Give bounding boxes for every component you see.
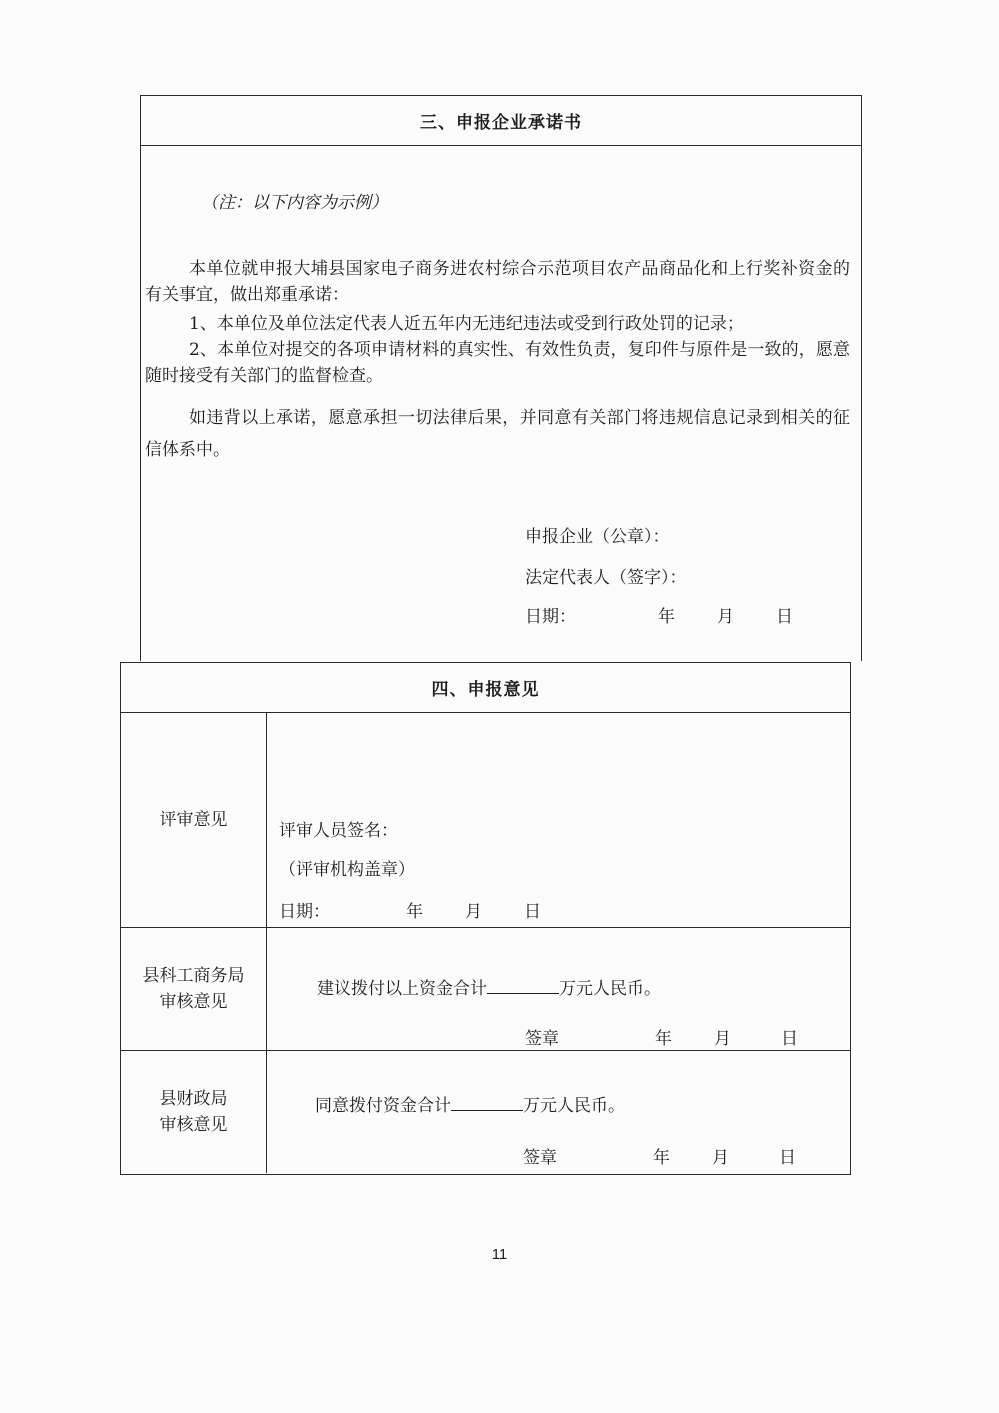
commitment-intro: 本单位就申报大埔县国家电子商务进农村综合示范项目农产品商品化和上行奖补资金的有关事宜，做出郑重承诺： (145, 259, 850, 305)
amount-text-before: 建议拨付以上资金合计 (317, 979, 487, 999)
reviewer-sign-line: 评审人员签名： (279, 821, 398, 841)
seal-label: 签章 (523, 1148, 557, 1168)
month-label: 月 (465, 902, 482, 922)
commitment-item-1: 1、本单位及单位法定代表人近五年内无违纪违法或受到行政处罚的记录； (189, 314, 744, 334)
review-label: 评审意见 (121, 713, 267, 927)
year-label: 年 (658, 607, 675, 627)
date-label: 日期： (279, 902, 330, 922)
commitment-consequence: 如违背以上承诺，愿意承担一切法律后果，并同意有关部门将违规信息记录到相关的征信体系中。 (145, 408, 850, 460)
day-label: 日 (524, 902, 541, 922)
commerce-label (121, 928, 267, 1050)
commitment-item-2: 2、本单位对提交的各项申请材料的真实性、有效性负责，复印件与原件是一致的，愿意随时接受有关部门的监督检查。 (145, 340, 850, 386)
month-label: 月 (712, 1148, 729, 1168)
company-seal-line: 申报企业（公章）： (525, 527, 670, 547)
commerce-label-line2: 审核意见 (159, 992, 228, 1012)
year-label: 年 (406, 902, 423, 922)
review-stamp-line: （评审机构盖章） (279, 860, 415, 880)
year-label: 年 (653, 1148, 670, 1168)
amount-text-before: 同意拨付资金合计 (315, 1096, 451, 1116)
opinion-section (120, 662, 851, 1175)
review-date-line (279, 897, 541, 922)
finance-label-line2: 审核意见 (159, 1115, 228, 1135)
month-label: 月 (717, 607, 734, 627)
page-number: 11 (491, 1246, 508, 1263)
finance-label (121, 1051, 267, 1173)
commitment-date-line (525, 602, 793, 627)
commitment-title: 三、申报企业承诺书 (141, 96, 861, 146)
amount-blank[interactable] (487, 977, 559, 994)
amount-text-after: 万元人民币。 (523, 1096, 625, 1116)
day-label: 日 (776, 607, 793, 627)
day-label: 日 (781, 1029, 798, 1049)
commerce-bureau-row (121, 928, 850, 1051)
finance-seal-line (523, 1143, 796, 1168)
day-label: 日 (779, 1148, 796, 1168)
amount-blank[interactable] (451, 1094, 523, 1111)
finance-amount-line (315, 1091, 625, 1116)
commerce-content (267, 928, 850, 1050)
seal-label: 签章 (525, 1029, 559, 1049)
review-content (267, 713, 850, 927)
representative-sign-line: 法定代表人（签字）： (525, 568, 687, 588)
commitment-section (140, 95, 862, 661)
year-label: 年 (655, 1029, 672, 1049)
commerce-label-line1: 县科工商务局 (142, 966, 245, 986)
finance-bureau-row (121, 1051, 850, 1173)
commerce-seal-line (525, 1024, 798, 1049)
date-label: 日期： (525, 607, 576, 627)
finance-label-line1: 县财政局 (159, 1089, 228, 1109)
opinion-title: 四、申报意见 (121, 663, 850, 713)
commerce-amount-line (317, 974, 661, 999)
review-opinion-row (121, 713, 850, 928)
amount-text-after: 万元人民币。 (559, 979, 661, 999)
month-label: 月 (714, 1029, 731, 1049)
example-note: （注：以下内容为示例） (201, 193, 388, 213)
finance-content (267, 1051, 850, 1173)
